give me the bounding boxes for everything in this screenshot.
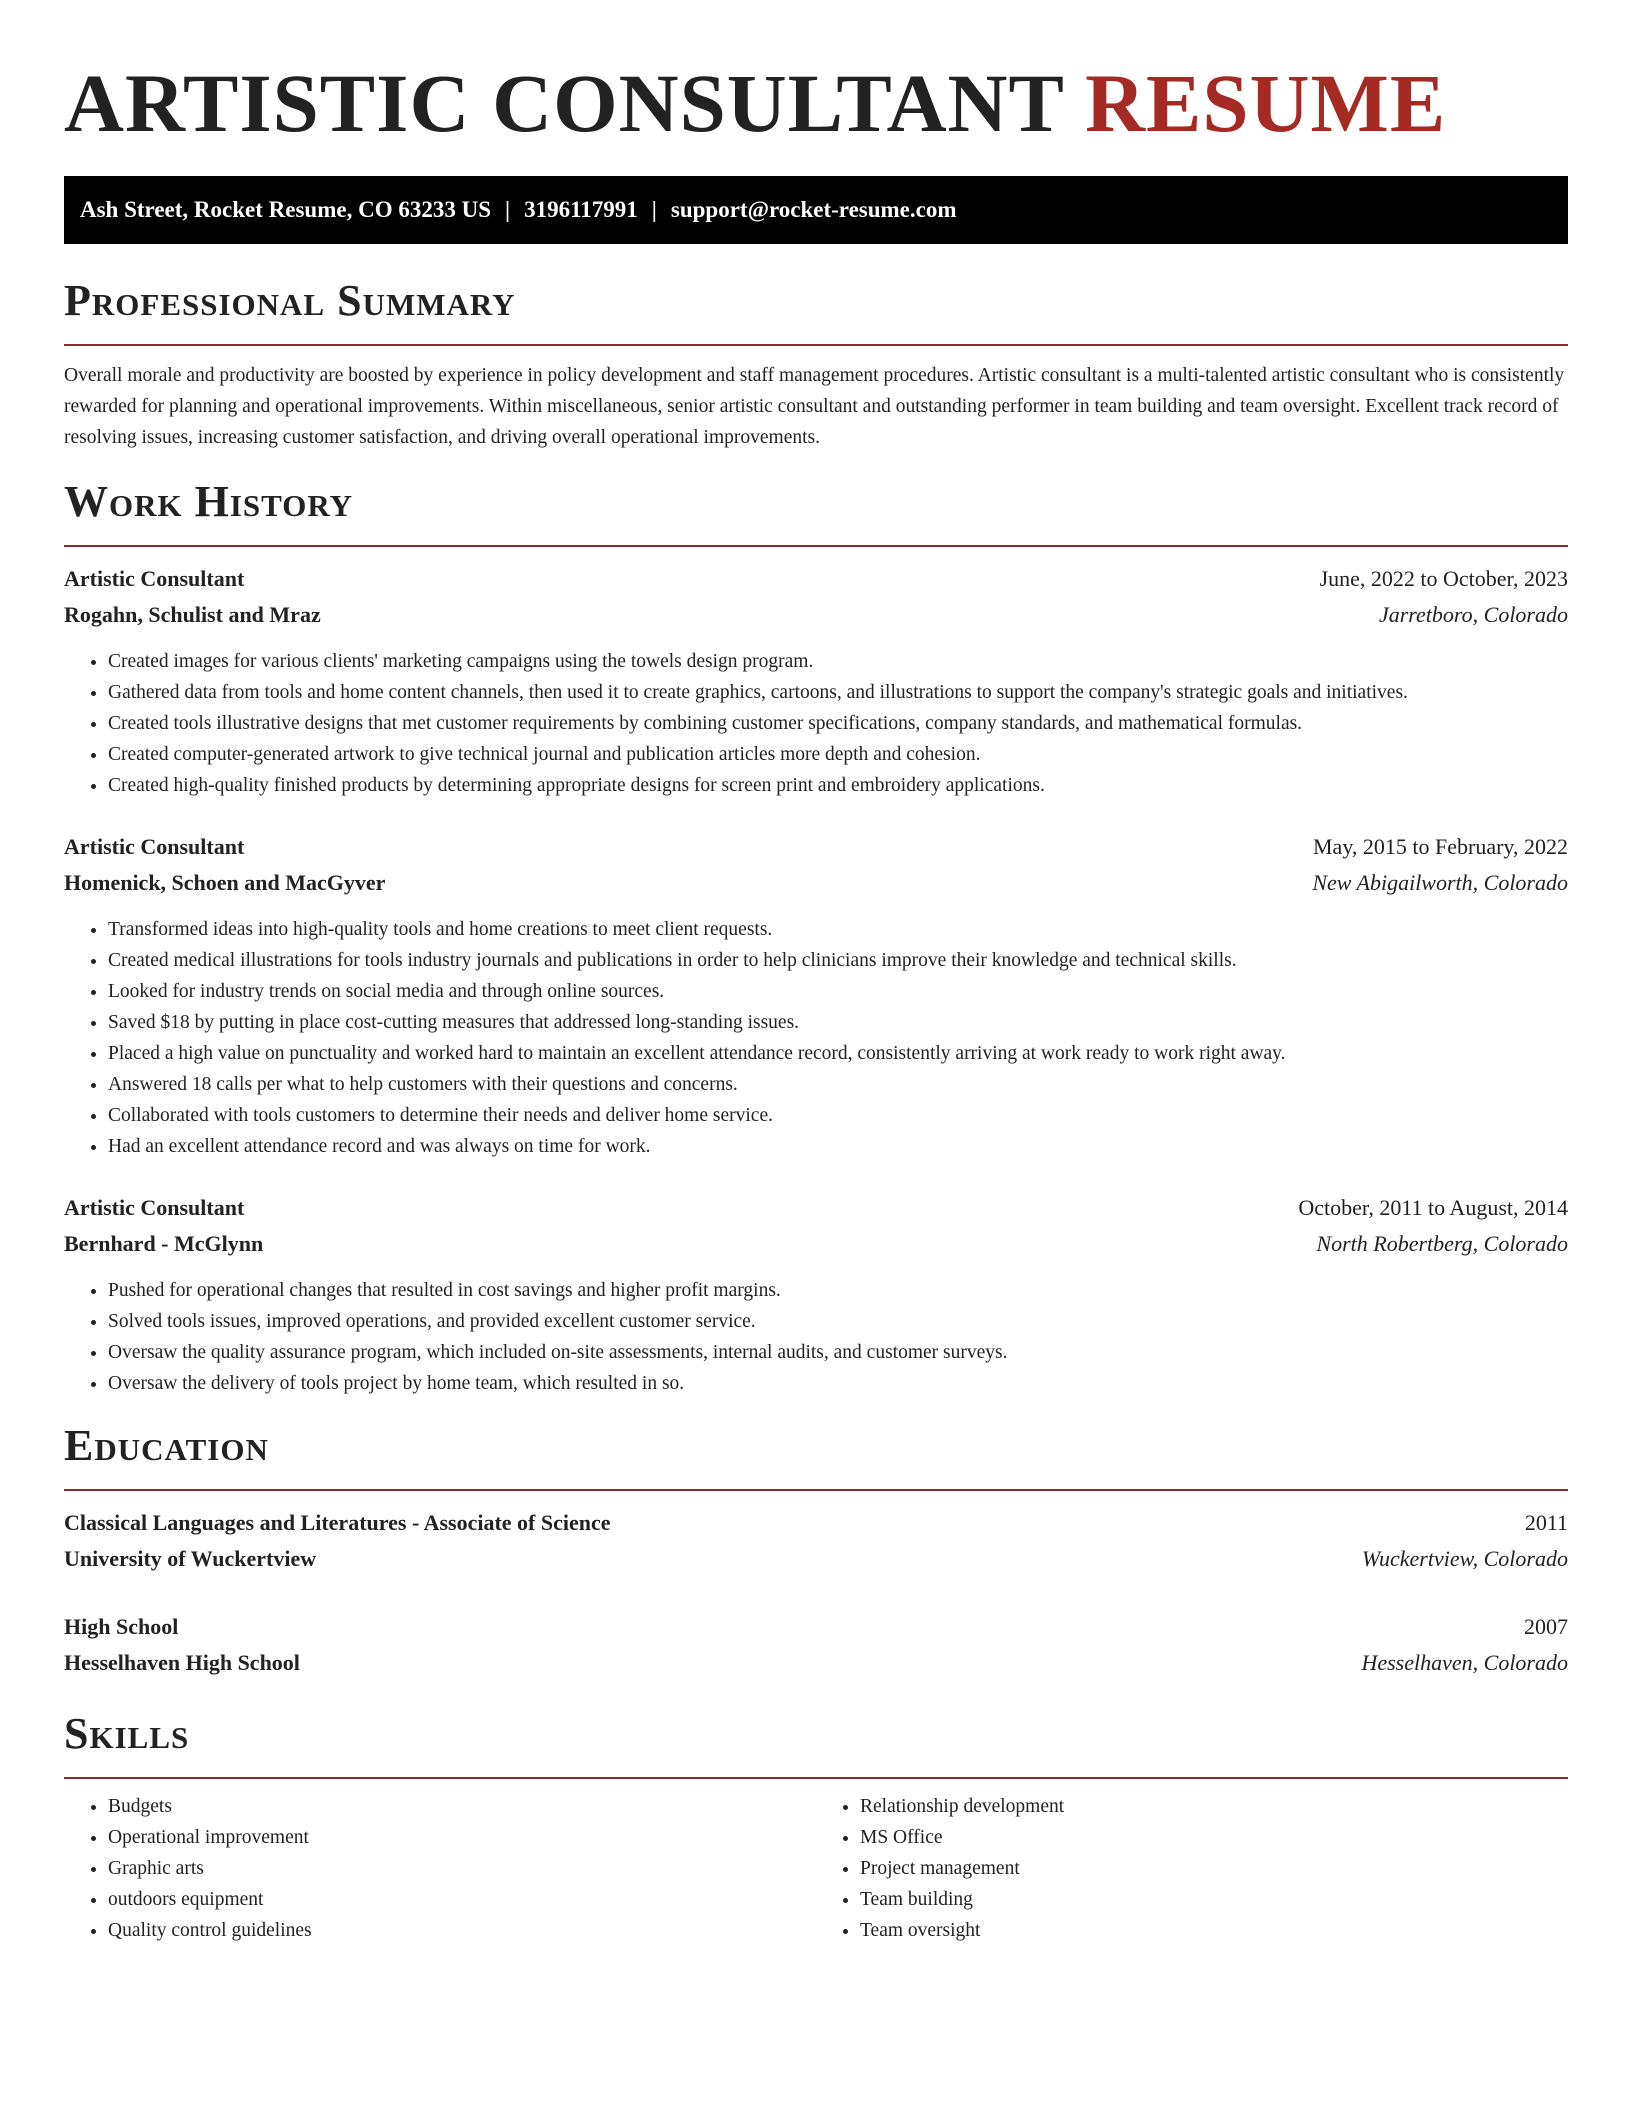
job-duty: • Saved $18 by putting in place cost-cutting measures that addressed long-standing issues. [108,1007,1568,1038]
job-duties-list [64,646,1568,801]
skills-list-right [816,1791,1568,1946]
job-dates: June, 2022 to October, 2023 [1319,566,1568,591]
skill-item: • Budgets [108,1791,816,1822]
job-duty: • Created high-quality finished products by determining appropriate designs for screen print and embroidery applications. [108,770,1568,801]
job-company: Rogahn, Schulist and Mraz [64,602,321,627]
job-header-row [64,1190,1568,1226]
job-company: Homenick, Schoen and MacGyver [64,870,386,895]
resume-title [64,0,1568,148]
job-location: North Robertberg, Colorado [1316,1231,1568,1256]
job-header-row [64,561,1568,597]
education-location: Wuckertview, Colorado [1361,1546,1568,1571]
contact-phone: 3196117991 [524,197,638,222]
job-company-row [64,865,1568,901]
job-title: Artistic Consultant [64,1195,245,1220]
work-history-heading: Work History [64,477,354,526]
skill-item: • Quality control guidelines [108,1915,816,1946]
job-duty: • Solved tools issues, improved operations, and provided excellent customer service. [108,1306,1568,1337]
job-title: Artistic Consultant [64,566,245,591]
job-company: Bernhard - McGlynn [64,1231,264,1256]
education-entry [64,1609,1568,1681]
title-main: ARTISTIC CONSULTANT [64,57,1064,149]
skill-item: • outdoors equipment [108,1884,816,1915]
skills-list-left [64,1791,816,1946]
job-duty: • Pushed for operational changes that resulted in cost savings and higher profit margins. [108,1275,1568,1306]
education-divider [64,1489,1568,1491]
job-duty: • Looked for industry trends on social media and through online sources. [108,976,1568,1007]
job-duty: • Gathered data from tools and home content channels, then used it to create graphics, cartoons, and illustrations to support the company's strategic goals and initiatives. [108,677,1568,708]
education-year: 2007 [1524,1614,1568,1639]
education-school: University of Wuckertview [64,1546,317,1571]
summary-divider [64,344,1568,346]
education-location: Hesselhaven, Colorado [1361,1650,1568,1675]
skills-divider [64,1777,1568,1779]
skill-item: • Graphic arts [108,1853,816,1884]
job-dates: May, 2015 to February, 2022 [1313,834,1568,859]
job-duty: • Created medical illustrations for tools industry journals and publications in order to help clinicians improve their knowledge and technical skills. [108,945,1568,976]
education-school-row [64,1645,1568,1681]
contact-email: support@rocket-resume.com [670,197,957,222]
job-entry [64,561,1568,801]
job-location: New Abigailworth, Colorado [1312,870,1568,895]
title-accent: RESUME [1085,57,1447,149]
contact-address: Ash Street, Rocket Resume, CO 63233 US [80,197,491,222]
skill-item: • Project management [860,1853,1568,1884]
job-dates: October, 2011 to August, 2014 [1298,1195,1568,1220]
education-heading: Education [64,1421,269,1470]
contact-bar [64,176,1568,244]
job-duty: • Created computer-generated artwork to give technical journal and publication articles more depth and cohesion. [108,739,1568,770]
job-entry [64,1190,1568,1399]
job-duty: • Oversaw the quality assurance program, which included on-site assessments, internal audits, and customer surveys. [108,1337,1568,1368]
job-duties-list [64,914,1568,1162]
job-duty: • Had an excellent attendance record and was always on time for work. [108,1131,1568,1162]
contact-separator: | [651,197,657,222]
skill-item: • Team oversight [860,1915,1568,1946]
education-school: Hesselhaven High School [64,1650,300,1675]
skill-item: • Team building [860,1884,1568,1915]
education-degree: High School [64,1614,179,1639]
education-entry [64,1505,1568,1577]
job-duty: • Oversaw the delivery of tools project by home team, which resulted in so. [108,1368,1568,1399]
job-duty: • Transformed ideas into high-quality tools and home creations to meet client requests. [108,914,1568,945]
skill-item: • Operational improvement [108,1822,816,1853]
job-duties-list [64,1275,1568,1399]
skills-heading: Skills [64,1709,190,1758]
education-year: 2011 [1524,1510,1568,1535]
job-duty: • Answered 18 calls per what to help customers with their questions and concerns. [108,1069,1568,1100]
job-entry [64,829,1568,1162]
job-title: Artistic Consultant [64,834,245,859]
summary-text: Overall morale and productivity are boosted by experience in policy development and staff management procedures. Artistic consultant is a multi-talented artistic consultant who is consistently rewarded for planning and operational improvements. Within miscellaneous, senior artistic consultant and outstanding performer in team building and team oversight. Excellent track record of resolving issues, increasing customer satisfaction, and driving overall operational improvements. [64,365,1565,448]
job-location: Jarretboro, Colorado [1378,602,1568,627]
job-company-row [64,597,1568,633]
job-company-row [64,1226,1568,1262]
contact-separator: | [504,197,511,222]
job-duty: • Placed a high value on punctuality and worked hard to maintain an excellent attendance record, consistently arriving at work ready to work right away. [108,1038,1568,1069]
job-header-row [64,829,1568,865]
skill-item: • Relationship development [860,1791,1568,1822]
job-duty: • Collaborated with tools customers to determine their needs and deliver home service. [108,1100,1568,1131]
work-history-divider [64,545,1568,547]
job-duty: • Created images for various clients' marketing campaigns using the towels design program. [108,646,1568,677]
job-duty: • Created tools illustrative designs that met customer requirements by combining customer specifications, company standards, and mathematical formulas. [108,708,1568,739]
education-degree-row [64,1609,1568,1645]
education-degree: Classical Languages and Literatures - Associate of Science [64,1510,611,1535]
skill-item: • MS Office [860,1822,1568,1853]
education-school-row [64,1541,1568,1577]
education-degree-row [64,1505,1568,1541]
summary-heading: Professional Summary [64,276,516,325]
skills-columns [64,1791,1568,1946]
